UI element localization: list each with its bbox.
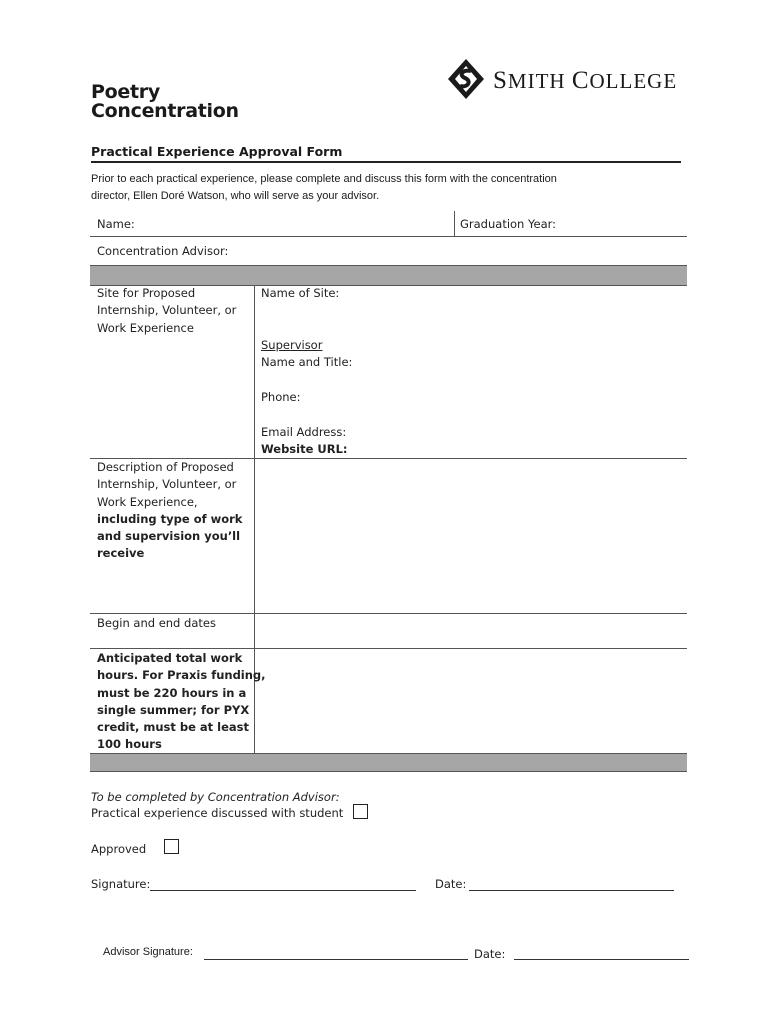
approved-checkbox[interactable] — [164, 839, 179, 854]
logo-wordmark: SMITH COLLEGE — [493, 67, 678, 94]
advisor-section-heading: To be completed by Concentration Advisor: — [91, 790, 340, 804]
description-field[interactable] — [258, 462, 683, 610]
phone-label: Phone: — [261, 390, 301, 404]
name-of-site-label: Name of Site: — [261, 286, 340, 300]
form-subtitle: Practical Experience Approval Form — [91, 144, 343, 159]
name-label: Name: — [97, 217, 135, 231]
name-divider — [454, 211, 455, 236]
subtitle-rule — [91, 161, 681, 163]
description-label: Description of Proposed Internship, Volunteer, or Work Experience, including type of work and supervision you’ll receive — [97, 460, 243, 561]
website-url-label: Website URL: — [261, 442, 348, 456]
intro-line-2: director, Ellen Doré Watson, who will serve as your advisor. — [91, 190, 380, 202]
smith-college-emblem-icon — [446, 58, 486, 100]
advisor-signature-label: Advisor Signature: — [103, 946, 193, 958]
intro-line-1: Prior to each practical experience, please complete and discuss this form with the concentration — [91, 173, 557, 185]
date-field[interactable] — [469, 890, 674, 891]
graduation-year-field[interactable] — [560, 212, 685, 236]
intro-text — [91, 171, 611, 205]
site-label: Site for Proposed Internship, Volunteer, or Work Experience — [97, 286, 237, 335]
supervisor-label: Supervisor — [261, 338, 323, 352]
row-divider — [90, 613, 687, 614]
approved-label: Approved — [91, 842, 147, 856]
signature-field[interactable] — [150, 890, 416, 891]
discussed-label: Practical experience discussed with student — [91, 806, 344, 820]
page-title — [91, 83, 239, 121]
smith-college-logo — [446, 58, 691, 100]
name-field[interactable] — [135, 212, 451, 236]
advisor-date-field[interactable] — [514, 959, 689, 960]
concentration-advisor-label: Concentration Advisor: — [97, 244, 229, 258]
anticipated-hours-label: Anticipated total work hours. For Praxis funding, must be 220 hours in a single summer; for PYX credit, must be at least 100 hours — [97, 651, 266, 752]
row-divider — [90, 236, 687, 237]
row-divider — [90, 648, 687, 649]
title-line-2: Concentration — [91, 100, 239, 122]
begin-end-dates-field[interactable] — [258, 617, 683, 645]
concentration-advisor-field[interactable] — [232, 240, 682, 264]
begin-end-dates-label: Begin and end dates — [97, 616, 216, 630]
discussed-checkbox[interactable] — [353, 804, 368, 819]
date-label: Date: — [435, 877, 467, 891]
advisor-signature-field[interactable] — [204, 959, 468, 960]
title-line-1: Poetry — [91, 81, 160, 103]
anticipated-hours-field[interactable] — [258, 652, 683, 750]
signature-label: Signature: — [91, 877, 151, 891]
email-address-label: Email Address: — [261, 425, 347, 439]
name-and-title-label: Name and Title: — [261, 355, 353, 369]
graduation-year-label: Graduation Year: — [460, 217, 557, 231]
advisor-date-label: Date: — [474, 947, 506, 961]
site-details-field[interactable] — [345, 283, 680, 455]
section-band-bottom — [90, 753, 687, 772]
